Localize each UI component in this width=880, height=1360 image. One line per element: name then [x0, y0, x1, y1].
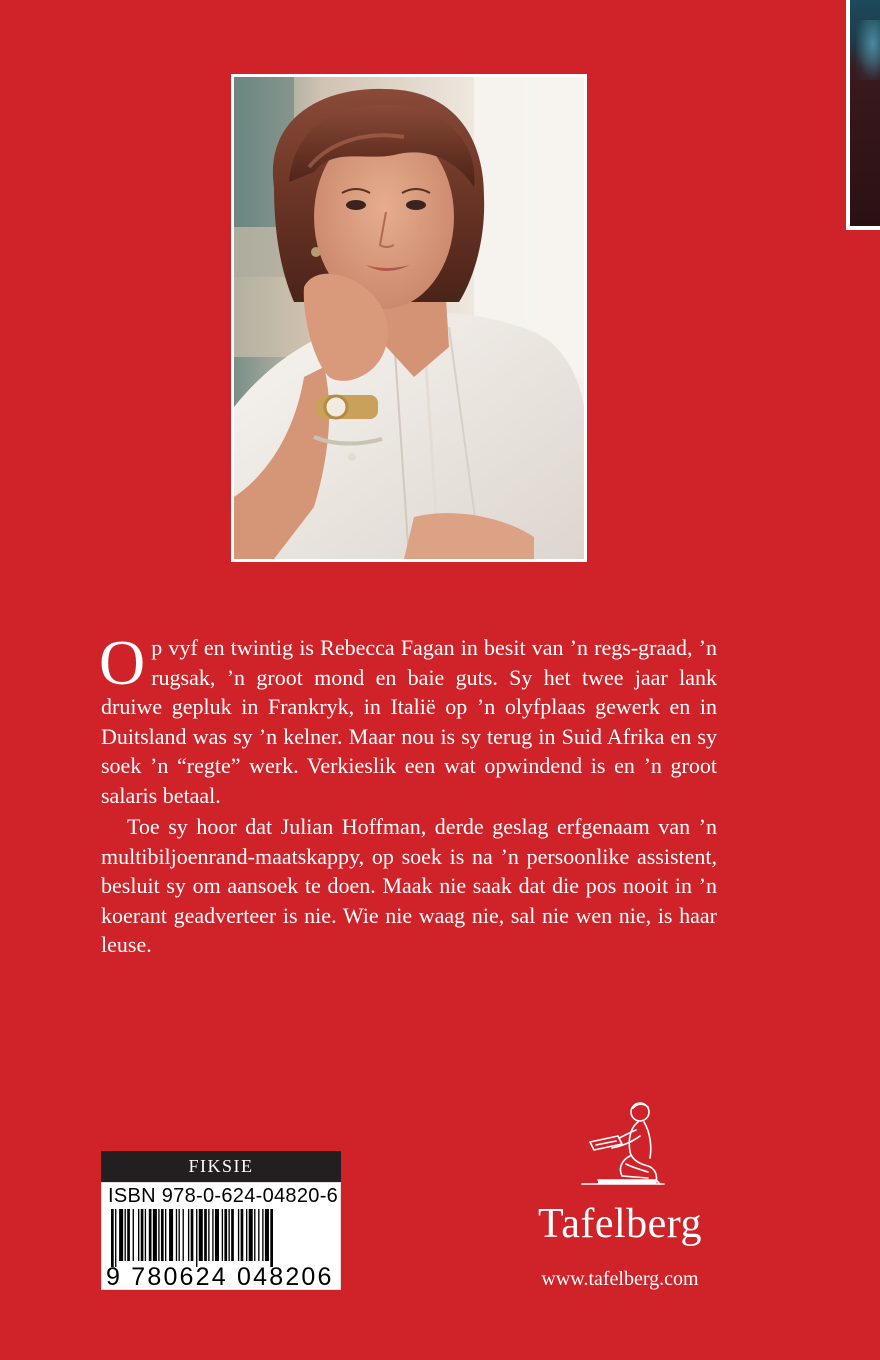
barcode-bar — [179, 1209, 180, 1261]
author-portrait-illustration — [234, 77, 584, 559]
barcode-bar — [191, 1209, 194, 1261]
barcode-bar — [125, 1209, 126, 1261]
genre-label: FIKSIE — [101, 1151, 341, 1182]
blurb-paragraph-1 — [99, 627, 717, 810]
barcode-bar — [141, 1209, 144, 1261]
barcode-bar — [145, 1209, 146, 1261]
barcode-bar — [212, 1209, 213, 1261]
barcode-bar — [204, 1209, 207, 1261]
barcode-bar — [231, 1209, 234, 1261]
barcode-bar — [238, 1209, 239, 1261]
barcode-bar — [111, 1209, 114, 1267]
barcode-bar — [241, 1209, 244, 1261]
barcode-bar — [199, 1209, 203, 1261]
adjacent-cover-edge — [846, 0, 880, 230]
isbn-label: ISBN 978-0-624-04820-6 — [108, 1185, 339, 1207]
barcode-bar — [133, 1209, 134, 1261]
barcode-bar — [249, 1209, 253, 1261]
drop-cap: O — [99, 627, 146, 698]
seated-scribe-logo-icon — [578, 1098, 668, 1190]
barcode-bar — [127, 1209, 130, 1261]
barcode-bar — [224, 1209, 227, 1261]
author-photo-frame — [231, 74, 587, 562]
author-photo — [234, 77, 584, 559]
barcode-bar — [228, 1209, 229, 1261]
barcode-bar — [183, 1209, 184, 1261]
isbn-barcode — [101, 1182, 341, 1290]
barcode-bar — [265, 1209, 269, 1261]
barcode-bar — [188, 1209, 189, 1261]
barcode-bar — [138, 1209, 139, 1261]
barcode-bar — [222, 1209, 223, 1261]
barcode-bar — [258, 1209, 259, 1261]
barcode-bar — [161, 1209, 164, 1261]
barcode-bar — [149, 1209, 152, 1261]
barcode-bar — [169, 1209, 173, 1261]
blurb-paragraph-2: Toe sy hoor dat Julian Hoffman, derde geslag erfgenaam van ’n multibiljoenrand-maatskappy, op soek is na ’n persoonlike assistent, besluit sy om aansoek te doen. Maak nie saak dat die pos nooit in ’n koerant geadverteer is nie. Wie nie waag nie, sal nie wen nie, is haar leuse. — [101, 814, 717, 957]
barcode-bar — [153, 1209, 157, 1261]
barcode-bar — [158, 1209, 159, 1261]
barcode-bar — [270, 1209, 273, 1267]
barcode-bar — [262, 1209, 263, 1261]
publisher-url[interactable]: www.tafelberg.com — [541, 1268, 699, 1290]
barcode-bar — [254, 1209, 255, 1261]
barcode-bar — [176, 1209, 177, 1261]
publisher-name: Tafelberg — [537, 1201, 703, 1247]
blurb-text — [99, 627, 717, 960]
barcode-bar — [119, 1209, 123, 1261]
barcode-bar — [215, 1209, 219, 1261]
barcode-bar — [115, 1209, 116, 1267]
barcode-bar — [196, 1209, 197, 1267]
barcode-bars — [105, 1209, 339, 1267]
barcode-bar — [246, 1209, 247, 1261]
barcode-digits: 9 780624 048206 — [106, 1263, 334, 1291]
blurb-paragraph-1-text: p vyf en twintig is Rebecca Fagan in besit van ’n regs-graad, ’n rugsak, ’n groot mond en baie guts. Sy het twee jaar lank druiwe gepluk in Frankryk, in Italië op ’n olyfplaas gewerk en in Duitsland was sy ’n kelner. Maar nou is sy terug in Suid Afrika en sy soek ’n “regte” werk. Verkieslik een wat opwindend is en ’n groot salaris betaal. — [101, 635, 717, 808]
barcode-bar — [165, 1209, 166, 1261]
barcode-bar — [208, 1209, 209, 1261]
